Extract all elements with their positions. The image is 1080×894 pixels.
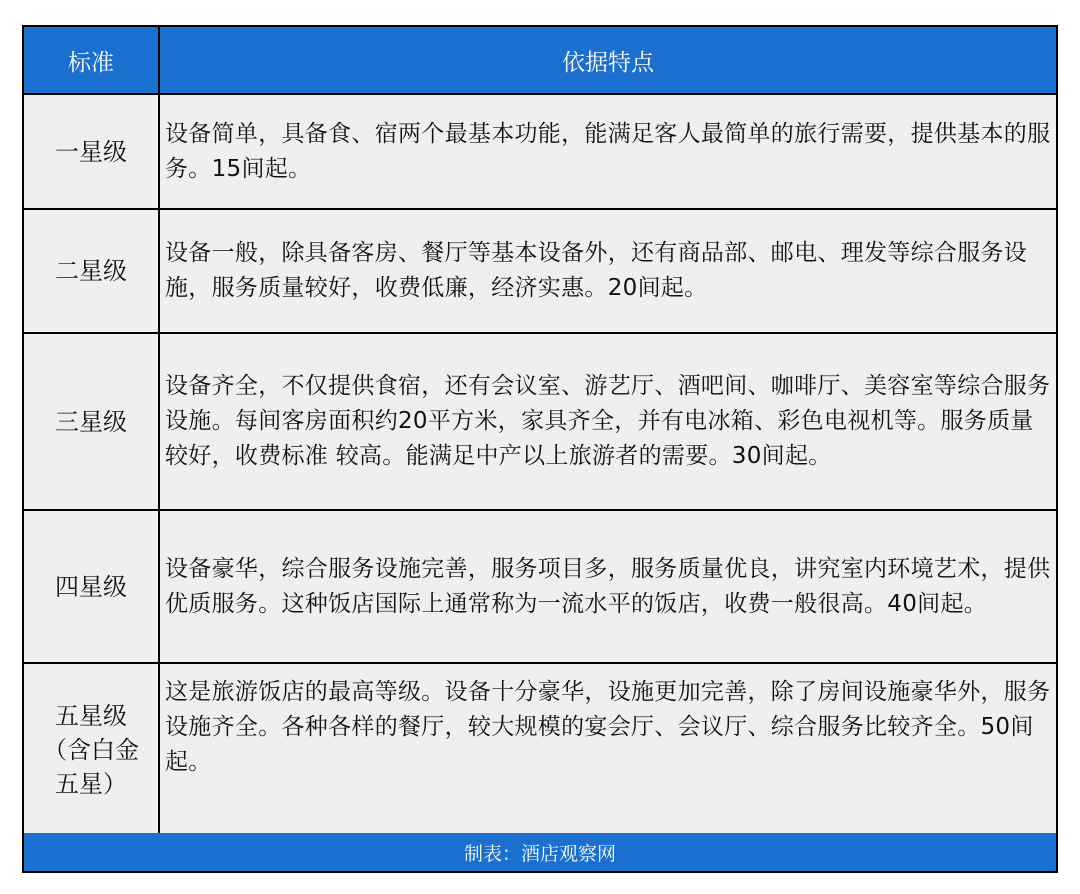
row-level: 一星级 bbox=[55, 137, 127, 166]
header-basis: 依据特点 bbox=[562, 49, 654, 76]
row-description: 设备豪华，综合服务设施完善，服务项目多，服务质量优良，讲究室内环境艺术，提供优质服务。这种饭店国际上通常称为一流水平的饭店，收费一般很高。40间起。 bbox=[165, 555, 1051, 617]
row-description: 这是旅游饭店的最高等级。设备十分豪华，设施更加完善，除了房间设施豪华外，服务设施齐全。各种各样的餐厅，较大规模的宴会厅、会议厅、综合服务比较齐全。50间起。 bbox=[165, 679, 1051, 775]
row-description: 设备一般，除具备客房、餐厅等基本设备外，还有商品部、邮电、理发等综合服务设施，服务质量较好，收费低廉，经济实惠。20间起。 bbox=[165, 240, 1028, 301]
column-divider bbox=[158, 334, 160, 509]
row-level: 三星级 bbox=[55, 407, 127, 436]
column-divider bbox=[158, 210, 160, 332]
row-level: 四星级 bbox=[55, 572, 127, 601]
row-description: 设备简单，具备食、宿两个最基本功能，能满足客人最简单的旅行需要，提供基本的服务。15间起。 bbox=[165, 120, 1051, 182]
header-standard: 标准 bbox=[68, 49, 114, 76]
table-row bbox=[24, 95, 1056, 210]
table-row bbox=[24, 664, 1056, 835]
row-level: 二星级 bbox=[55, 257, 127, 285]
table-footer-credit: 制表：酒店观察网 bbox=[24, 833, 1056, 871]
hotel-star-rating-table bbox=[22, 25, 1058, 873]
row-description: 设备齐全，不仅提供食宿，还有会议室、游艺厅、酒吧间、咖啡厅、美容室等综合服务 设施。每间客房面积约20平方米，家具齐全，并有电冰箱、彩色电视机等。服务质量较好，收费标准 较高。能满足中产以上旅游者的需要。30间起。 bbox=[165, 373, 1051, 469]
table-row bbox=[24, 511, 1056, 664]
row-level: 五星级（含白金五星） bbox=[43, 701, 139, 798]
column-divider bbox=[158, 95, 160, 208]
table-row bbox=[24, 334, 1056, 511]
column-divider bbox=[158, 511, 160, 662]
column-divider bbox=[158, 664, 160, 835]
table-row bbox=[24, 210, 1056, 334]
table-header bbox=[24, 27, 1056, 95]
